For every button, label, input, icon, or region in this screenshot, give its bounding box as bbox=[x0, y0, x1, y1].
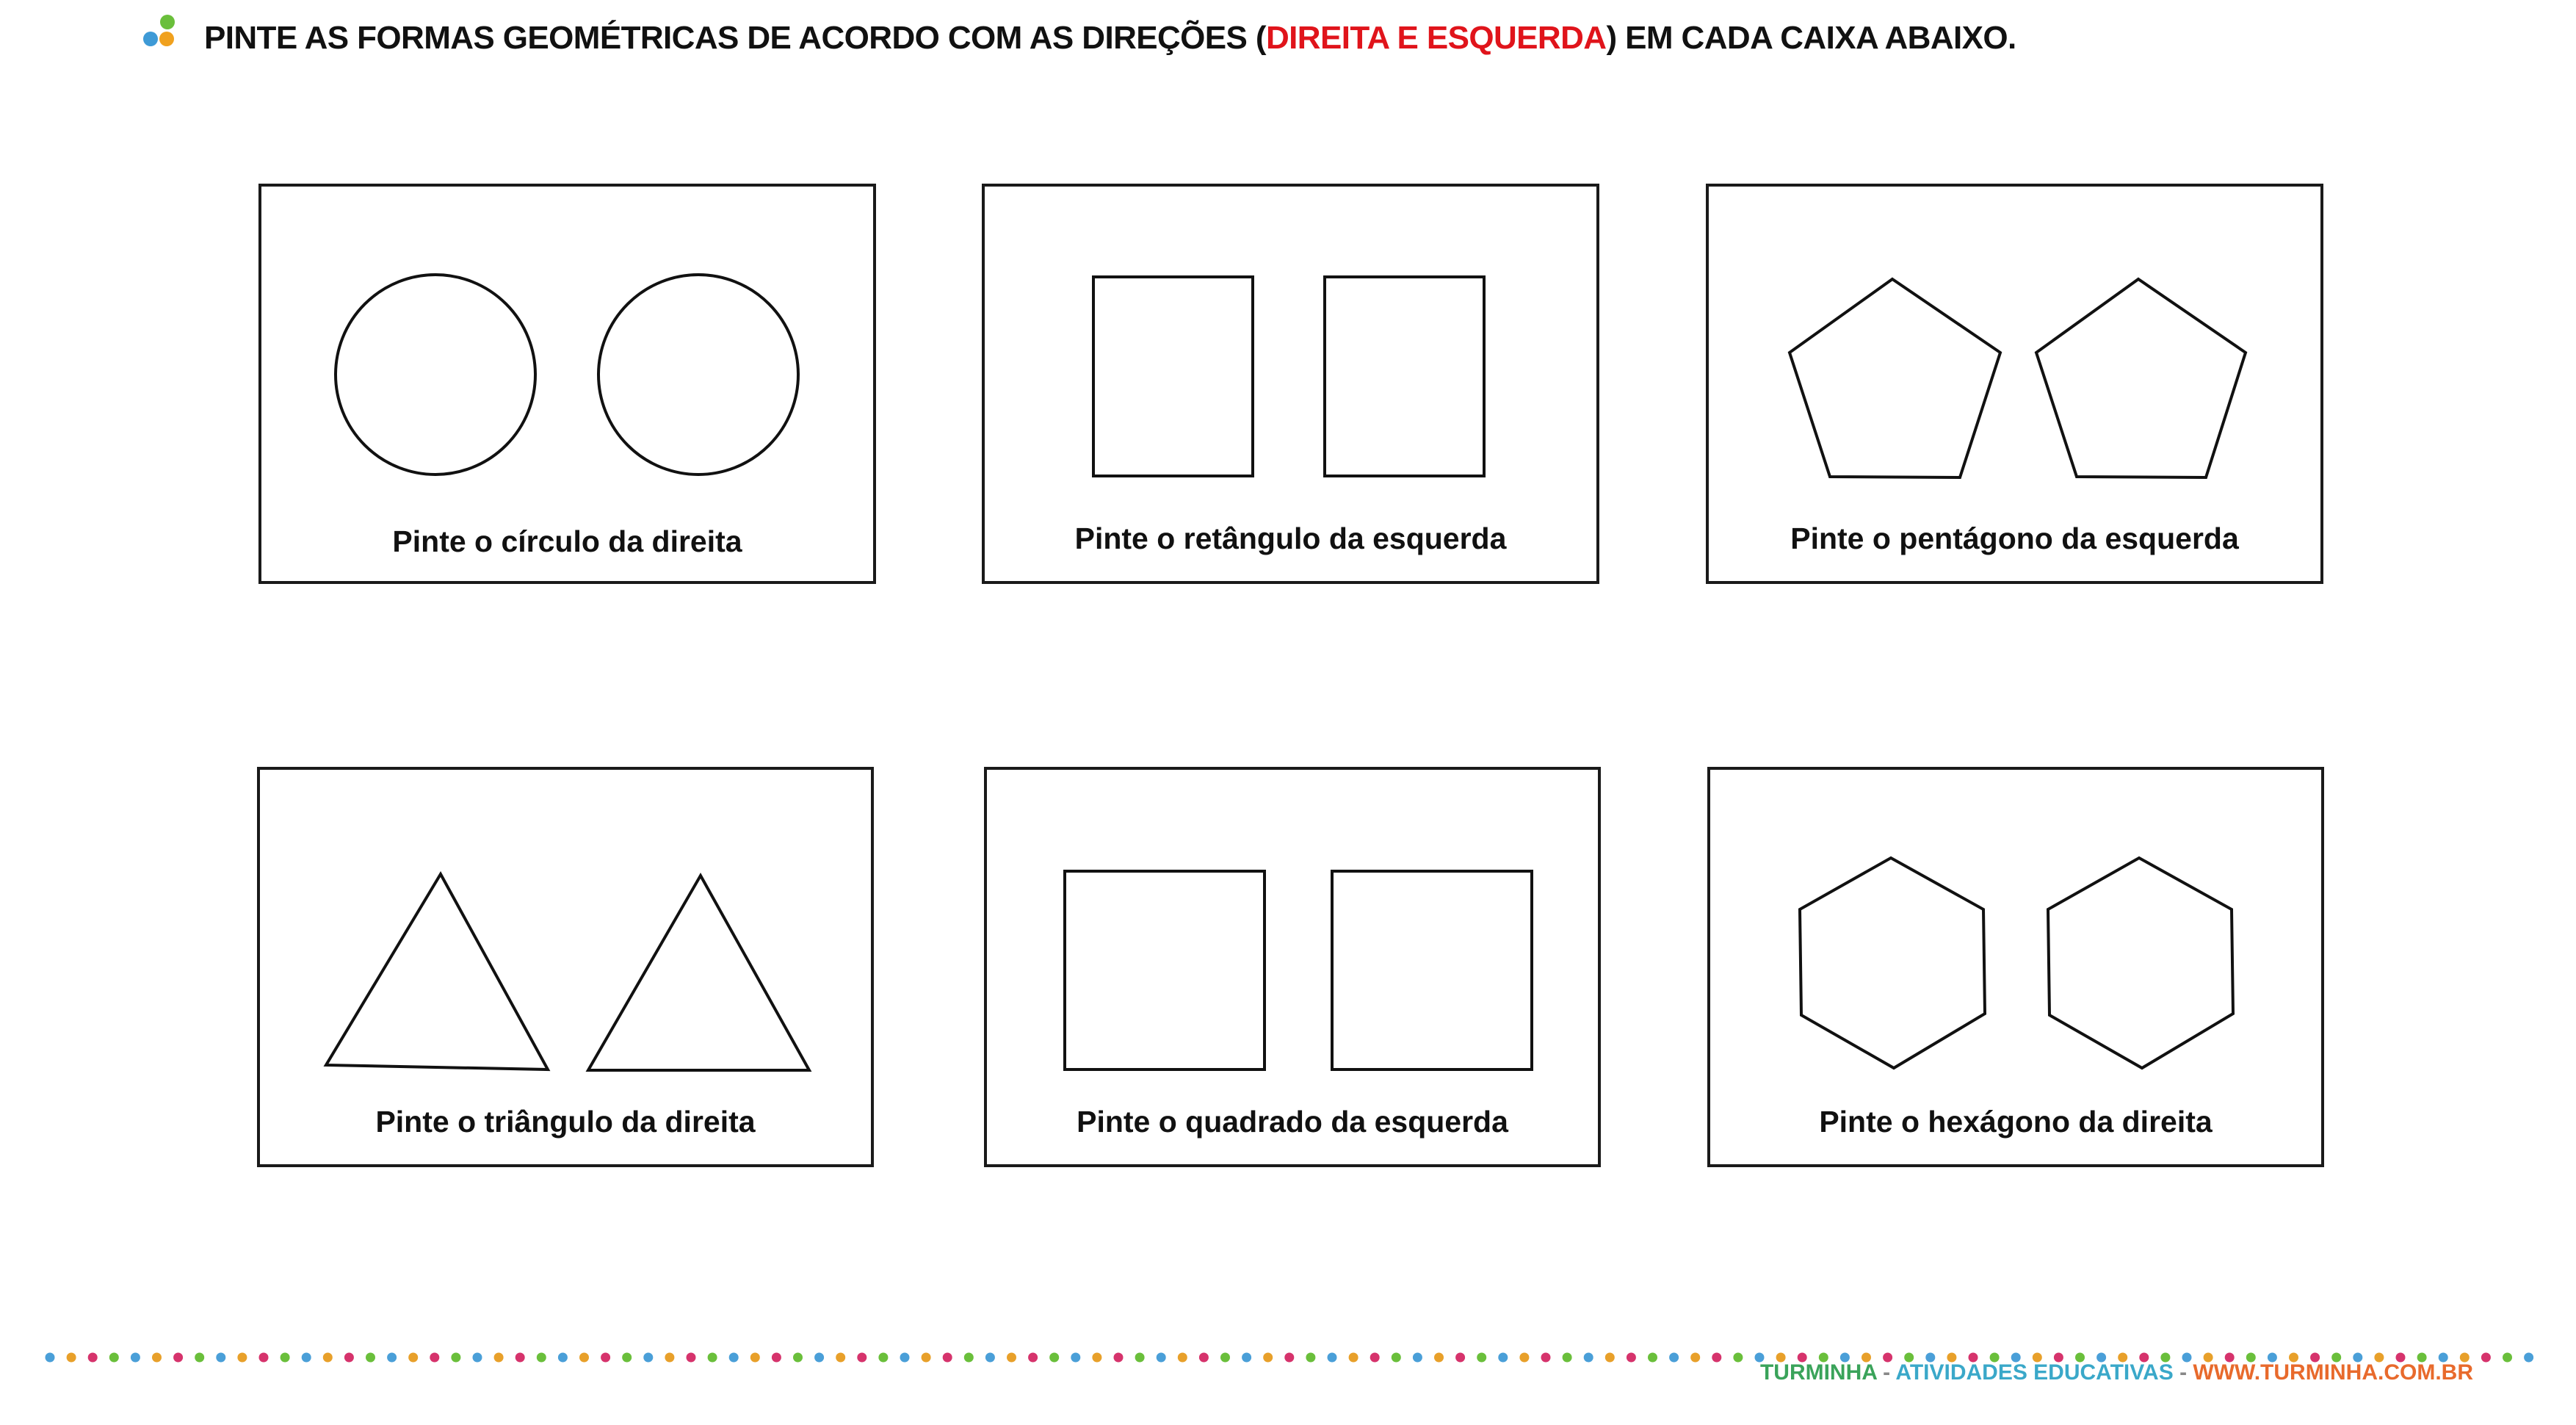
border-dot bbox=[1477, 1353, 1486, 1363]
border-dot bbox=[772, 1353, 781, 1363]
left-triangle-shape[interactable] bbox=[326, 874, 548, 1069]
exercise-caption: Pinte o hexágono da direita bbox=[1819, 1105, 2213, 1139]
border-dot bbox=[259, 1353, 269, 1363]
border-dot bbox=[1114, 1353, 1124, 1363]
page-title bbox=[204, 16, 2016, 60]
border-dot bbox=[643, 1353, 653, 1363]
title-text-start: PINTE AS FORMAS GEOMÉTRICAS DE ACORDO COM AS DIREÇÕES ( bbox=[204, 20, 1266, 56]
right-triangle-shape[interactable] bbox=[588, 876, 809, 1070]
border-dot bbox=[964, 1353, 974, 1363]
border-dot bbox=[1627, 1353, 1636, 1363]
exercise-box-hexagon bbox=[1707, 767, 2324, 1167]
border-dot bbox=[1092, 1353, 1101, 1363]
border-dot bbox=[408, 1353, 418, 1363]
border-dot bbox=[1242, 1353, 1251, 1363]
border-dot bbox=[900, 1353, 910, 1363]
border-dot bbox=[1349, 1353, 1358, 1363]
border-dot bbox=[1199, 1353, 1209, 1363]
border-dot bbox=[451, 1353, 460, 1363]
exercise-box-pentagon bbox=[1706, 184, 2323, 584]
border-dot bbox=[131, 1353, 140, 1363]
border-dot bbox=[1157, 1353, 1166, 1363]
border-dot bbox=[1071, 1353, 1080, 1363]
footer-brand: TURMINHA bbox=[1759, 1360, 1877, 1385]
left-hexagon-shape[interactable] bbox=[1800, 858, 1985, 1068]
border-dot bbox=[814, 1353, 824, 1363]
exercise-caption: Pinte o quadrado da esquerda bbox=[1077, 1105, 1508, 1139]
border-dot bbox=[494, 1353, 504, 1363]
exercise-box-triangle bbox=[257, 767, 874, 1167]
border-dot bbox=[750, 1353, 760, 1363]
footer-separator: - bbox=[1876, 1360, 1896, 1385]
border-dot bbox=[601, 1353, 610, 1363]
left-rectangle-shape[interactable] bbox=[1093, 277, 1253, 476]
title-text-end: ) EM CADA CAIXA ABAIXO. bbox=[1606, 20, 2016, 56]
border-dot bbox=[708, 1353, 717, 1363]
border-dot bbox=[579, 1353, 589, 1363]
footer-tagline: ATIVIDADES EDUCATIVAS bbox=[1895, 1360, 2174, 1385]
border-dot bbox=[1733, 1353, 1743, 1363]
border-dot bbox=[1306, 1353, 1315, 1363]
border-dot bbox=[387, 1353, 397, 1363]
border-dot bbox=[1028, 1353, 1038, 1363]
border-dot bbox=[1178, 1353, 1187, 1363]
border-dot bbox=[729, 1353, 739, 1363]
border-dot bbox=[1434, 1353, 1444, 1363]
right-hexagon-shape[interactable] bbox=[2048, 858, 2233, 1068]
border-dot bbox=[537, 1353, 546, 1363]
footer-separator: - bbox=[2173, 1360, 2193, 1385]
border-dot bbox=[1328, 1353, 1337, 1363]
border-dot bbox=[687, 1353, 696, 1363]
footer-credit bbox=[1760, 1360, 2473, 1385]
activity-logo-icon bbox=[141, 13, 182, 54]
border-dot bbox=[793, 1353, 803, 1363]
border-dot bbox=[665, 1353, 674, 1363]
border-dot bbox=[1370, 1353, 1380, 1363]
border-dot bbox=[1455, 1353, 1465, 1363]
exercise-box-square bbox=[984, 767, 1601, 1167]
border-dot bbox=[836, 1353, 845, 1363]
border-dot bbox=[558, 1353, 568, 1363]
title-highlight: DIREITA E ESQUERDA bbox=[1265, 20, 1607, 56]
left-pentagon-shape[interactable] bbox=[1790, 279, 2000, 477]
border-dot bbox=[515, 1353, 525, 1363]
border-dot bbox=[1220, 1353, 1230, 1363]
border-dot bbox=[281, 1353, 290, 1363]
border-dot bbox=[1648, 1353, 1657, 1363]
border-dot bbox=[237, 1353, 247, 1363]
border-dot bbox=[430, 1353, 439, 1363]
border-dot bbox=[152, 1353, 162, 1363]
right-circle-shape[interactable] bbox=[598, 275, 798, 475]
border-dot bbox=[1498, 1353, 1508, 1363]
border-dot bbox=[943, 1353, 952, 1363]
border-dot bbox=[1541, 1353, 1551, 1363]
border-dot bbox=[922, 1353, 931, 1363]
border-dot bbox=[878, 1353, 888, 1363]
border-dot bbox=[473, 1353, 482, 1363]
border-dot bbox=[1413, 1353, 1422, 1363]
exercise-caption: Pinte o pentágono da esquerda bbox=[1790, 522, 2239, 555]
border-dot bbox=[1690, 1353, 1700, 1363]
left-square-shape[interactable] bbox=[1065, 871, 1265, 1069]
border-dot bbox=[1669, 1353, 1679, 1363]
border-dot bbox=[46, 1353, 55, 1363]
border-dot bbox=[173, 1353, 183, 1363]
border-dot bbox=[985, 1353, 995, 1363]
right-rectangle-shape[interactable] bbox=[1325, 277, 1484, 476]
border-dot bbox=[109, 1353, 119, 1363]
border-dot bbox=[1392, 1353, 1401, 1363]
border-dot bbox=[2503, 1353, 2512, 1363]
border-dot bbox=[344, 1353, 354, 1363]
border-dot bbox=[216, 1353, 225, 1363]
border-dot bbox=[857, 1353, 866, 1363]
exercise-box-circle bbox=[258, 184, 876, 584]
border-dot bbox=[1007, 1353, 1016, 1363]
border-dot bbox=[1263, 1353, 1273, 1363]
border-dot bbox=[366, 1353, 375, 1363]
border-dot bbox=[1605, 1353, 1615, 1363]
footer-website-link[interactable]: WWW.TURMINHA.COM.BR bbox=[2193, 1360, 2473, 1385]
border-dot bbox=[1049, 1353, 1059, 1363]
border-dot bbox=[1712, 1353, 1721, 1363]
border-dot bbox=[323, 1353, 333, 1363]
border-dot bbox=[1519, 1353, 1529, 1363]
border-dot bbox=[2481, 1353, 2491, 1363]
border-dot bbox=[88, 1353, 98, 1363]
border-dot bbox=[302, 1353, 311, 1363]
border-dot bbox=[1135, 1353, 1145, 1363]
border-dot bbox=[622, 1353, 632, 1363]
right-square-shape[interactable] bbox=[1332, 871, 1532, 1069]
right-pentagon-shape[interactable] bbox=[2036, 279, 2246, 477]
border-dot bbox=[1284, 1353, 1294, 1363]
border-dot bbox=[67, 1353, 76, 1363]
border-dot bbox=[2524, 1353, 2533, 1363]
border-dot bbox=[1584, 1353, 1593, 1363]
exercise-caption: Pinte o retângulo da esquerda bbox=[1074, 522, 1507, 555]
border-dot bbox=[1563, 1353, 1572, 1363]
border-dot bbox=[195, 1353, 204, 1363]
left-circle-shape[interactable] bbox=[336, 275, 535, 475]
exercise-caption: Pinte o círculo da direita bbox=[392, 524, 742, 558]
exercise-box-rectangle bbox=[982, 184, 1599, 584]
exercise-caption: Pinte o triângulo da direita bbox=[375, 1105, 756, 1139]
